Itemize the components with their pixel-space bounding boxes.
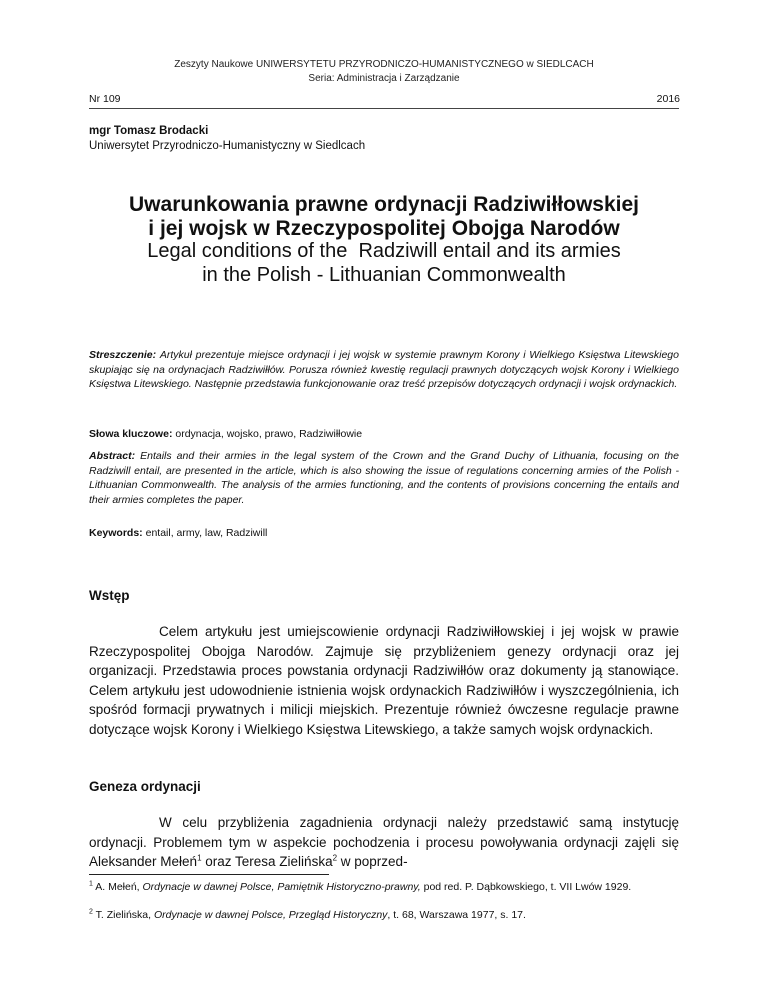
journal-series: Seria: Administracja i Zarządzanie	[308, 73, 460, 84]
genesis-paragraph	[89, 813, 679, 872]
footnote-2-author: T. Zielińska,	[92, 909, 154, 921]
footnote-ref-1[interactable]: 1	[197, 853, 202, 863]
footnote-1-title: Ordynacje w dawnej Polsce, Pamiętnik Historyczno-prawny,	[142, 881, 421, 893]
keywords-en-text: entail, army, law, Radziwill	[145, 527, 268, 539]
title-pl-line1: Uwarunkowania prawne ordynacji Radziwiłłowskiej	[129, 193, 639, 216]
keywords-en	[89, 526, 679, 541]
abstract-en-text: Entails and their armies in the legal system of the Crown and the Grand Duchy of Lithuania, focusing on the Radziwill entail, are presented in the article, which is also showing the issue of regulations concerning armies of the Polish - Lithuanian Commonwealth. The analysis of the armies functioning, and the contents of provisions concerning the entails and their armies completes the paper.	[89, 450, 679, 506]
abstract-pl	[89, 348, 679, 392]
footnote-2-details: , t. 68, Warszawa 1977, s. 17.	[387, 909, 526, 921]
footnote-1	[89, 880, 679, 895]
footnote-2-title: Ordynacje w dawnej Polsce, Przegląd Historyczny	[153, 909, 388, 921]
header-rule	[89, 108, 679, 109]
author-name: mgr Tomasz Brodacki	[89, 125, 209, 137]
footnote-rule	[89, 874, 329, 875]
footnote-1-author: A. Mełeń,	[92, 881, 143, 893]
abstract-pl-text: Artykuł prezentuje miejsce ordynacji i jej wojsk w systemie prawnym Korony i Wielkiego Księstwa Litewskiego skupiając się na ordynacjach Radziwiłłów. Porusza również kwestię regulacji prawnych dotyczących wojsk Korony i Wielkiego Księstwa Litewskiego. Następnie przedstawia funkcjonowanie oraz treść przepisów dotyczących ordynacji i wojsk ordynackich.	[89, 349, 679, 390]
footnote-ref-2[interactable]: 2	[332, 853, 338, 863]
intro-paragraph	[89, 622, 679, 739]
issue-year: 2016	[656, 93, 680, 105]
section-heading-intro: Wstęp	[89, 588, 130, 603]
title-pl-line2: i jej wojsk w Rzeczypospolitej Obojga Narodów	[148, 217, 620, 240]
footnote-2	[89, 908, 679, 923]
title-en-line1: Legal conditions of the Radziwill entail and its armies	[147, 240, 621, 262]
journal-name: Zeszyty Naukowe UNIWERSYTETU PRZYRODNICZO-HUMANISTYCZNEGO w SIEDLCACH	[174, 59, 594, 70]
keywords-pl	[89, 427, 679, 442]
footnote-2-number: 2	[89, 908, 93, 916]
footnote-1-number: 1	[89, 880, 93, 888]
keywords-pl-label: Słowa kluczowe:	[89, 428, 173, 440]
abstract-en-label: Abstract:	[89, 450, 136, 462]
genesis-text-a: W celu przybliżenia zagadnienia ordynacji należy przedstawić samą instytucję ordynacji. Problemem tym w aspekcie pochodzenia i procesu powoływania ordynacji zajęli się Aleksander Mełeń	[89, 815, 679, 869]
author-affiliation: Uniwersytet Przyrodniczo-Humanistyczny w Siedlcach	[89, 140, 366, 152]
intro-paragraph-text: Celem artykułu jest umiejscowienie ordynacji Radziwiłłowskiej i jej wojsk w prawie Rzeczypospolitej Obojga Narodów. Zajmuje się przybliżeniem genezy ordynacji oraz jej organizacji. Przedstawia proces powstania ordynacji Radziwiłłów oraz dokumenty ją stanowiące. Celem artykułu jest udowodnienie istnienia wojsk ordynackich Radziwiłłów i wyszczególnienia, ich spośród formacji prywatnych i milicji miejskich. Prezentuje również ówczesne regulacje prawne dotyczące wojsk Korony i Wielkiego Księstwa Litewskiego, a także samych wojsk ordynackich.	[89, 624, 679, 737]
keywords-en-label: Keywords:	[89, 527, 143, 539]
keywords-pl-text: ordynacja, wojsko, prawo, Radziwiłłowie	[175, 428, 363, 440]
abstract-en	[89, 449, 679, 507]
section-heading-genesis: Geneza ordynacji	[89, 779, 201, 794]
genesis-text-b: oraz Teresa Zielińska	[201, 854, 333, 869]
footnote-1-details: pod red. P. Dąbkowskiego, t. VII Lwów 1929.	[420, 881, 632, 893]
genesis-text-c: w poprzed-	[337, 854, 408, 869]
issue-number: Nr 109	[89, 93, 121, 105]
abstract-pl-label: Streszczenie:	[89, 349, 157, 361]
title-en-line2: in the Polish - Lithuanian Commonwealth	[202, 264, 566, 286]
